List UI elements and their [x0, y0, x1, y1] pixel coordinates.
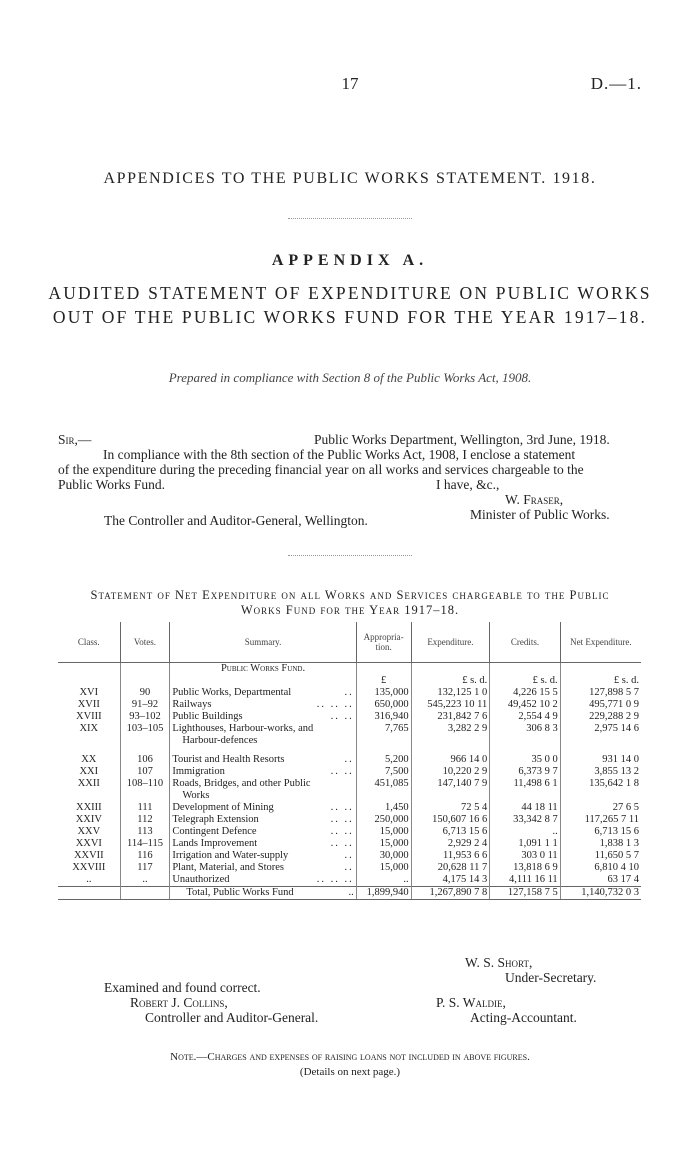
summary-text: Lands Improvement	[172, 838, 258, 849]
expenditure-table	[58, 622, 641, 900]
appropriation-cell: 7,500	[356, 766, 411, 778]
table-row	[58, 874, 641, 887]
expenditure-cell: 4,175 14 3	[411, 874, 490, 887]
votes-cell: 112	[120, 814, 170, 826]
appropriation-cell: 30,000	[356, 850, 411, 862]
credits-cell: 35 0 0	[490, 754, 560, 766]
leader-dots: ..	[348, 887, 354, 898]
credits-cell: 44 18 11	[490, 802, 560, 814]
appropriation-cell: 15,000	[356, 838, 411, 850]
summary-text: Lighthouses, Harbour-works, and	[172, 723, 314, 734]
summary-cell	[170, 766, 356, 778]
net-expenditure-cell: 127,898 5 7	[560, 687, 641, 699]
votes-cell: 116	[120, 850, 170, 862]
divider	[288, 555, 412, 556]
net-expenditure-cell: 3,855 13 2	[560, 766, 641, 778]
total-expenditure: 1,267,890 7 8	[411, 887, 490, 900]
summary-text: Tourist and Health Resorts	[172, 754, 285, 765]
expenditure-cell: 20,628 11 7	[411, 862, 490, 874]
summary-cell	[170, 687, 356, 699]
class-cell: XXII	[77, 778, 100, 789]
leader-dots: .. .. ..	[316, 874, 354, 885]
unit-label: £	[356, 675, 411, 687]
credits-cell: 11,498 6 1	[490, 778, 560, 802]
class-cell: XVII	[77, 699, 100, 710]
summary-text: Public Works, Departmental	[172, 687, 292, 698]
table-row	[58, 802, 641, 814]
net-expenditure-cell: 135,642 1 8	[560, 778, 641, 802]
appropriation-cell: 316,940	[356, 711, 411, 723]
expenditure-cell: 3,282 2 9	[411, 723, 490, 747]
class-cell: XXVI	[75, 838, 102, 849]
divider	[288, 218, 412, 219]
credits-cell: 1,091 1 1	[490, 838, 560, 850]
votes-cell: 106	[120, 754, 170, 766]
summary-cell	[170, 838, 356, 850]
class-cell: XVIII	[75, 711, 102, 722]
total-label-cell	[170, 887, 356, 900]
summary-cell	[170, 754, 356, 766]
votes-cell: 117	[120, 862, 170, 874]
total-appropriation: 1,899,940	[356, 887, 411, 900]
net-expenditure-cell: 229,288 2 9	[560, 711, 641, 723]
leader-dots: .. ..	[330, 766, 354, 777]
column-header-appropriation: Appropria-tion.	[356, 622, 411, 663]
summary-cell	[170, 862, 356, 874]
unit-label: £ s. d.	[411, 675, 490, 687]
appropriation-cell: 1,450	[356, 802, 411, 814]
class-cell: XXIII	[75, 802, 102, 813]
table-row	[58, 850, 641, 862]
summary-cell	[170, 802, 356, 814]
letter-body-line-2: of the expenditure during the preceding financial year on all works and services chargeable to the	[58, 462, 584, 477]
votes-cell: 107	[120, 766, 170, 778]
units-row	[58, 675, 641, 687]
section-heading: Public Works Fund.	[170, 663, 356, 676]
votes-cell: 113	[120, 826, 170, 838]
appropriation-cell: 15,000	[356, 826, 411, 838]
credits-cell: 303 0 11	[490, 850, 560, 862]
appropriation-cell: 5,200	[356, 754, 411, 766]
votes-cell: 90	[120, 687, 170, 699]
class-cell: XIX	[79, 723, 99, 734]
leader-dots: .. ..	[330, 802, 354, 813]
summary-cell	[170, 711, 356, 723]
column-header-class: Class.	[58, 622, 120, 663]
summary-cell	[170, 778, 356, 802]
leader-dots: ..	[344, 754, 354, 765]
table-row	[58, 766, 641, 778]
votes-cell: ..	[120, 874, 170, 887]
net-expenditure-cell: 63 17 4	[560, 874, 641, 887]
leader-dots: .. ..	[330, 814, 354, 825]
total-spacer	[120, 887, 170, 900]
document-reference: D.—1.	[590, 74, 642, 93]
appropriation-cell: 451,085	[356, 778, 411, 802]
net-expenditure-cell: 6,713 15 6	[560, 826, 641, 838]
expenditure-cell: 966 14 0	[411, 754, 490, 766]
summary-text: Plant, Material, and Stores	[172, 862, 285, 873]
votes-cell: 114–115	[120, 838, 170, 850]
expenditure-cell: 132,125 1 0	[411, 687, 490, 699]
table-row	[58, 723, 641, 747]
summary-text: Roads, Bridges, and other Public	[172, 778, 311, 789]
leader-dots: .. ..	[330, 711, 354, 722]
expenditure-cell: 545,223 10 11	[411, 699, 490, 711]
appendix-label: APPENDIX A.	[271, 252, 429, 269]
table-row	[58, 838, 641, 850]
total-credits: 127,158 7 5	[490, 887, 560, 900]
prepared-note: Prepared in compliance with Section 8 of the Public Works Act, 1908.	[168, 370, 532, 385]
credits-cell: 13,818 6 9	[490, 862, 560, 874]
acting-accountant-name: P. S. Waldie,	[436, 995, 506, 1010]
credits-cell: 4,111 16 11	[490, 874, 560, 887]
table-row	[58, 711, 641, 723]
footnote	[0, 1050, 700, 1080]
expenditure-cell: 11,953 6 6	[411, 850, 490, 862]
appropriation-cell: 250,000	[356, 814, 411, 826]
column-header-summary: Summary.	[170, 622, 356, 663]
class-cell: XX	[81, 754, 97, 765]
heading-line-1: AUDITED STATEMENT OF EXPENDITURE ON PUBLIC WORKS	[48, 283, 652, 303]
table-row	[58, 814, 641, 826]
table-row	[58, 687, 641, 699]
summary-continuation: Harbour-defences	[182, 735, 258, 746]
expenditure-cell: 2,929 2 4	[411, 838, 490, 850]
statement-table-title	[0, 588, 700, 618]
total-net-expenditure: 1,140,732 0 3	[560, 887, 641, 900]
unit-label: £ s. d.	[560, 675, 641, 687]
letter-address: Public Works Department, Wellington, 3rd June, 1918.	[314, 432, 610, 447]
column-header-credits: Credits.	[490, 622, 560, 663]
summary-cell	[170, 826, 356, 838]
expenditure-cell: 231,842 7 6	[411, 711, 490, 723]
summary-text: Telegraph Extension	[172, 814, 259, 825]
acting-accountant-title: Acting-Accountant.	[470, 1010, 577, 1025]
expenditure-cell: 6,713 15 6	[411, 826, 490, 838]
letter-closing: I have, &c.,	[436, 477, 500, 492]
statement-title-line-2: Works Fund for the Year 1917–18.	[240, 603, 460, 617]
signatory-name: W. Fraser,	[505, 492, 564, 507]
summary-text: Contingent Defence	[172, 826, 257, 837]
statement-heading	[0, 281, 700, 329]
credits-cell: 4,226 15 5	[490, 687, 560, 699]
page-number: 17	[341, 74, 359, 93]
table-header-row	[58, 622, 641, 663]
table-row	[58, 778, 641, 802]
net-expenditure-cell: 2,975 14 6	[560, 723, 641, 747]
leader-dots: ..	[344, 850, 354, 861]
summary-cell	[170, 723, 356, 747]
signatory-title: Minister of Public Works.	[470, 507, 610, 522]
credits-cell: 306 8 3	[490, 723, 560, 747]
summary-cell	[170, 814, 356, 826]
leader-dots: ..	[344, 862, 354, 873]
table-row	[58, 699, 641, 711]
column-header-expenditure: Expenditure.	[411, 622, 490, 663]
appropriation-cell: 15,000	[356, 862, 411, 874]
votes-cell: 91–92	[120, 699, 170, 711]
summary-text: Public Buildings	[172, 711, 243, 722]
class-cell: XXI	[79, 766, 99, 777]
main-title: APPENDICES TO THE PUBLIC WORKS STATEMENT. 1918.	[103, 170, 597, 187]
leader-dots: .. ..	[330, 838, 354, 849]
votes-cell: 111	[120, 802, 170, 814]
votes-cell: 103–105	[120, 723, 170, 747]
appropriation-cell: 7,765	[356, 723, 411, 747]
under-secretary-name: W. S. Short,	[465, 955, 533, 970]
table-row	[58, 862, 641, 874]
column-header-votes: Votes.	[120, 622, 170, 663]
total-label: Total, Public Works Fund	[186, 887, 294, 898]
letter-body-line-3: Public Works Fund.	[58, 477, 166, 492]
leader-dots: .. ..	[330, 826, 354, 837]
summary-text: Immigration	[172, 766, 225, 777]
summary-text: Unauthorized	[172, 874, 230, 885]
summary-cell	[170, 874, 356, 887]
net-expenditure-cell: 117,265 7 11	[560, 814, 641, 826]
letter-salutation: Sir,—	[58, 432, 92, 447]
net-expenditure-cell: 1,838 1 3	[560, 838, 641, 850]
appropriation-cell: 650,000	[356, 699, 411, 711]
appropriation-cell: ..	[356, 874, 411, 887]
column-header-net-expenditure: Net Expenditure.	[560, 622, 641, 663]
table-row	[58, 826, 641, 838]
examined-note: Examined and found correct.	[104, 980, 261, 995]
total-spacer	[58, 887, 120, 900]
unit-label: £ s. d.	[490, 675, 560, 687]
class-cell: XXIV	[75, 814, 102, 825]
footnote-line-2: (Details on next page.)	[299, 1066, 401, 1078]
net-expenditure-cell: 11,650 5 7	[560, 850, 641, 862]
heading-line-2: OUT OF THE PUBLIC WORKS FUND FOR THE YEAR 1917–18.	[52, 307, 648, 327]
credits-cell: 2,554 4 9	[490, 711, 560, 723]
summary-text: Development of Mining	[172, 802, 274, 813]
expenditure-cell: 10,220 2 9	[411, 766, 490, 778]
summary-cell	[170, 850, 356, 862]
expenditure-cell: 150,607 16 6	[411, 814, 490, 826]
credits-cell: 6,373 9 7	[490, 766, 560, 778]
footnote-line-1: Note.—Charges and expenses of raising loans not included in above figures.	[170, 1051, 530, 1063]
appropriation-cell: 135,000	[356, 687, 411, 699]
spacer-row	[58, 747, 641, 754]
under-secretary-title: Under-Secretary.	[505, 970, 597, 985]
class-cell: XVI	[79, 687, 99, 698]
credits-cell: ..	[490, 826, 560, 838]
class-cell: XXVIII	[72, 862, 106, 873]
net-expenditure-cell: 27 6 5	[560, 802, 641, 814]
section-heading-row	[58, 663, 641, 676]
statement-title-line-1: Statement of Net Expenditure on all Works and Services chargeable to the Public	[90, 588, 610, 602]
summary-cell	[170, 699, 356, 711]
table-row	[58, 754, 641, 766]
summary-continuation: Works	[182, 790, 210, 801]
auditor-title: Controller and Auditor-General.	[145, 1010, 319, 1025]
class-cell: XXV	[77, 826, 101, 837]
total-row	[58, 887, 641, 900]
letter-body-line-1: In compliance with the 8th section of the Public Works Act, 1908, I enclose a statement	[103, 447, 576, 462]
summary-text: Irrigation and Water-supply	[172, 850, 289, 861]
leader-dots: .. .. ..	[316, 699, 354, 710]
class-cell: XXVII	[73, 850, 104, 861]
credits-cell: 33,342 8 7	[490, 814, 560, 826]
class-cell: ..	[86, 874, 92, 885]
credits-cell: 49,452 10 2	[490, 699, 560, 711]
letter-addressee: The Controller and Auditor-General, Wellington.	[104, 513, 368, 528]
votes-cell: 108–110	[120, 778, 170, 802]
summary-text: Railways	[172, 699, 212, 710]
expenditure-cell: 147,140 7 9	[411, 778, 490, 802]
net-expenditure-cell: 495,771 0 9	[560, 699, 641, 711]
votes-cell: 93–102	[120, 711, 170, 723]
leader-dots: ..	[344, 687, 354, 698]
auditor-name: Robert J. Collins,	[130, 995, 228, 1010]
expenditure-cell: 72 5 4	[411, 802, 490, 814]
net-expenditure-cell: 6,810 4 10	[560, 862, 641, 874]
net-expenditure-cell: 931 14 0	[560, 754, 641, 766]
